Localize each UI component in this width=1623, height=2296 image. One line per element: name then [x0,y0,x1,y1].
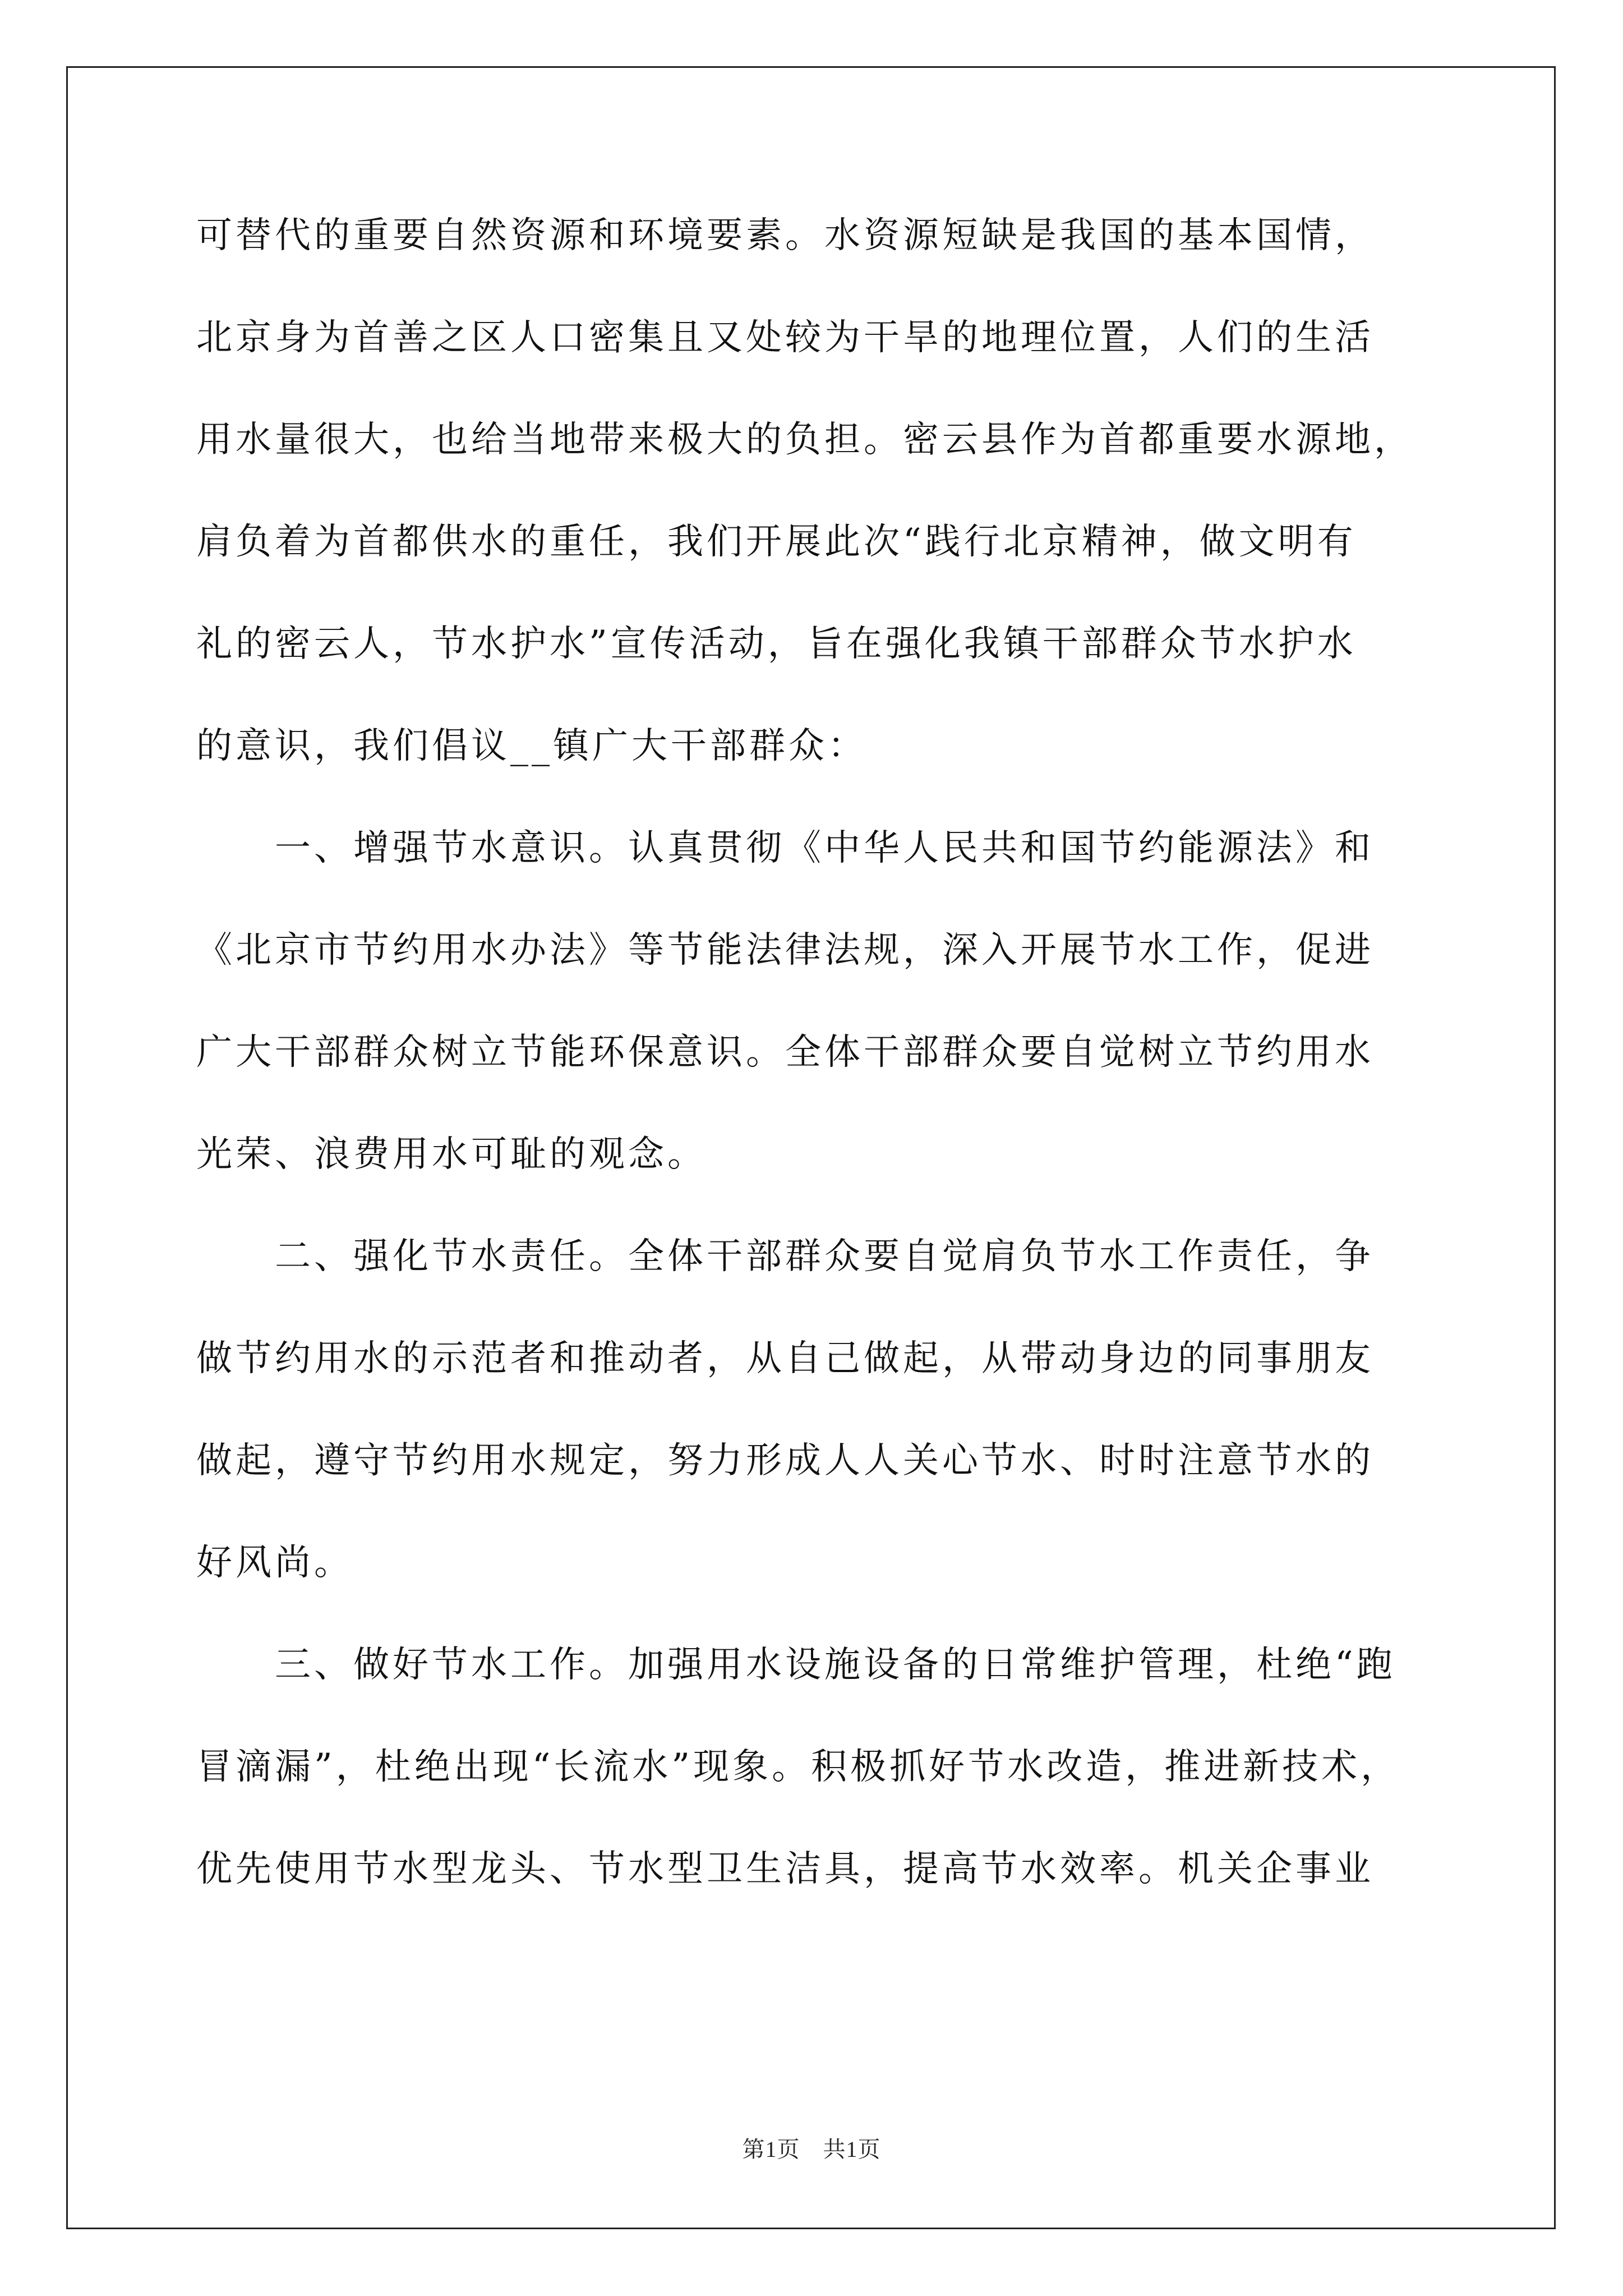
text-line: 做节约用水的示范者和推动者，从自己做起，从带动身边的同事朋友 [196,1338,1374,1379]
text-line: 二、强化节水责任。全体干部群众要自觉肩负节水工作责任，争 [196,1236,1374,1277]
text-line: 的意识，我们倡议__镇广大干部群众： [196,725,867,767]
text-line: 可替代的重要自然资源和环境要素。水资源短缺是我国的基本国情， [196,215,1374,256]
text-line: 肩负着为首都供水的重任，我们开展此次“践行北京精神，做文明有 [196,521,1357,563]
text-line: 冒滴漏”，杜绝出现“长流水”现象。积极抓好节水改造，推进新技术， [196,1746,1400,1788]
text-line: 优先使用节水型龙头、节水型卫生洁具，提高节水效率。机关企事业 [196,1848,1374,1890]
page-footer: 第1页 共1页 [742,2137,881,2162]
text-line: 光荣、浪费用水可耻的观念。 [196,1134,707,1175]
text-line: 一、增强节水意识。认真贯彻《中华人民共和国节约能源法》和 [196,827,1374,869]
text-line: 用水量很大，也给当地带来极大的负担。密云县作为首都重要水源地， [196,419,1413,461]
text-line: 三、做好节水工作。加强用水设施设备的日常维护管理，杜绝“跑 [196,1644,1396,1686]
text-line: 北京身为首善之区人口密集且又处较为干旱的地理位置，人们的生活 [196,317,1374,358]
text-line: 礼的密云人，节水护水”宣传活动，旨在强化我镇干部群众节水护水 [196,623,1357,665]
text-line: 《北京市节约用水办法》等节能法律法规，深入开展节水工作，促进 [196,930,1374,971]
text-line: 好风尚。 [196,1542,353,1584]
text-line: 广大干部群众树立节能环保意识。全体干部群众要自觉树立节约用水 [196,1032,1374,1073]
text-line: 做起，遵守节约用水规定，努力形成人人关心节水、时时注意节水的 [196,1440,1374,1481]
